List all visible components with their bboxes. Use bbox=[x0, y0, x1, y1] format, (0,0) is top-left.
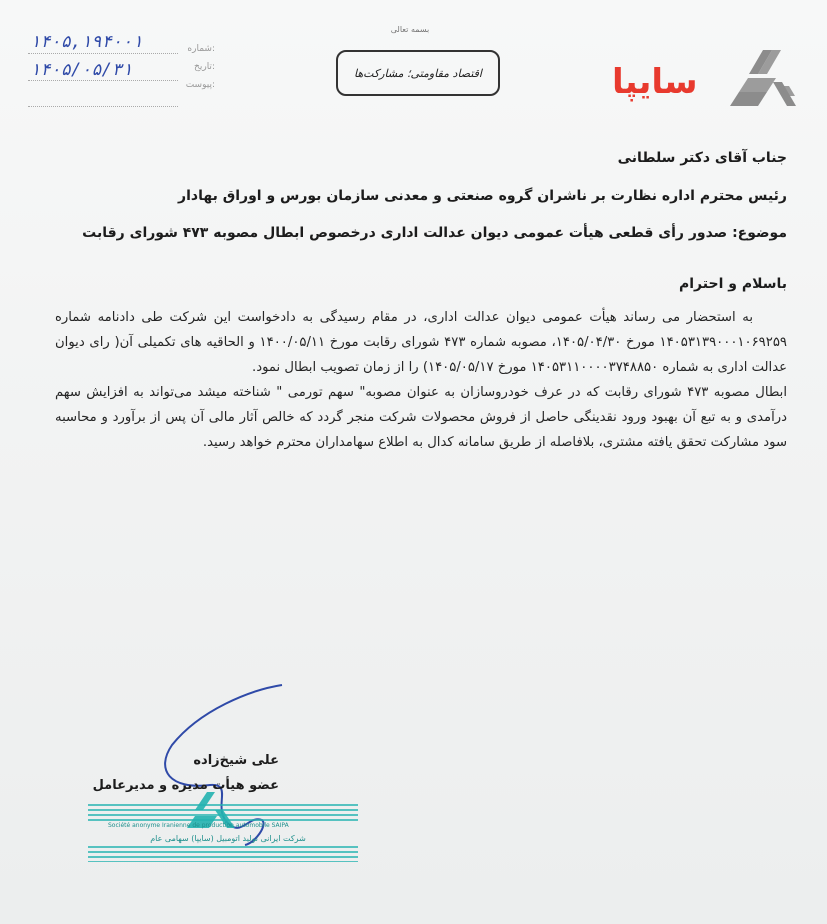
paragraph-2: ابطال مصوبه ۴۷۳ شورای رقابت که در عرف خودروسازان به عنوان مصوبه" سهم تورمی " شناخته میشد می‌تواند به افزایش سهم درآمدی و به تبع آن بهبود ورود نقدینگی حاصل از فروش محصولات شرکت منجر گردد که خالص آثار مالی آن پس از برآورد و محاسبه سود مشارکت تحقق یافته مشتری، بلافاصله از طریق سامانه کدال به اطلاع سهامداران محترم خواهد رسید. bbox=[55, 385, 787, 450]
saipa-logo-icon bbox=[728, 48, 798, 110]
greeting: باسلام و احترام bbox=[679, 276, 787, 292]
number-value: ۱۴۰۵,۱۹۴۰۰۱ bbox=[30, 32, 143, 52]
motto-seal bbox=[336, 50, 500, 96]
signer-name: علی شیخ‌زاده bbox=[193, 753, 279, 768]
number-line bbox=[28, 53, 178, 54]
letter-body bbox=[55, 305, 787, 455]
stamp-french-text: Société anonyme Iranienne de production automobile SAIPA bbox=[108, 822, 289, 829]
motto-text: اقتصاد مقاومتی؛ مشارکت‌ها bbox=[354, 66, 482, 80]
number-label: شماره: bbox=[187, 44, 215, 54]
stamp-lines-top bbox=[88, 804, 358, 822]
attachment-label: پیوست: bbox=[185, 80, 215, 90]
attachment-line bbox=[28, 106, 178, 107]
company-stamp bbox=[88, 790, 358, 864]
saipa-brand-name: سایپا bbox=[612, 62, 698, 102]
recipient-title: رئیس محترم اداره نظارت بر ناشران گروه صنعتی و معدنی سازمان بورس و اوراق بهادار bbox=[178, 188, 787, 204]
signer-position: عضو هیأت مدیره و مدیرعامل bbox=[92, 778, 279, 793]
subject-line: موضوع: صدور رأی قطعی هیأت عمومی دیوان عدالت اداری درخصوص ابطال مصوبه ۴۷۳ شورای رقابت bbox=[82, 225, 787, 241]
stamp-lines-bottom bbox=[88, 846, 358, 862]
date-line bbox=[28, 80, 178, 81]
salutation: جناب آقای دکتر سلطانی bbox=[617, 150, 787, 166]
date-label: تاریخ: bbox=[194, 62, 215, 72]
bismillah: بسمه تعالی bbox=[390, 25, 430, 34]
paragraph-1: به استحضار می رساند هیأت عمومی دیوان عدالت اداری، در مقام رسیدگی به دادخواست این شرکت طی دادنامه شماره ۱۴۰۵۳۱۳۹۰۰۰۱۰۶۹۲۵۹ مورخ ۱۴۰۵/۰۴/۳۰، مصوبه شماره ۴۷۳ شورای رقابت مورخ ۱۴۰۰/۰۵/۱۱ و الحاقیه های تکمیلی آن( رای دیوان عدالت اداری به شماره ۱۴۰۵۳۱۱۰۰۰۰۳۷۴۸۸۵۰ مورخ ۱۴۰۵/۰۵/۱۷) را از زمان تصویب ابطال نمود. bbox=[55, 310, 787, 375]
letter-meta-labels bbox=[175, 40, 215, 94]
stamp-persian-text: شرکت ایرانی تولید اتومبیل (سایپا) سهامی عام bbox=[150, 834, 306, 843]
date-value: ۱۴۰۵/۰۵/۳۱ bbox=[30, 60, 133, 80]
